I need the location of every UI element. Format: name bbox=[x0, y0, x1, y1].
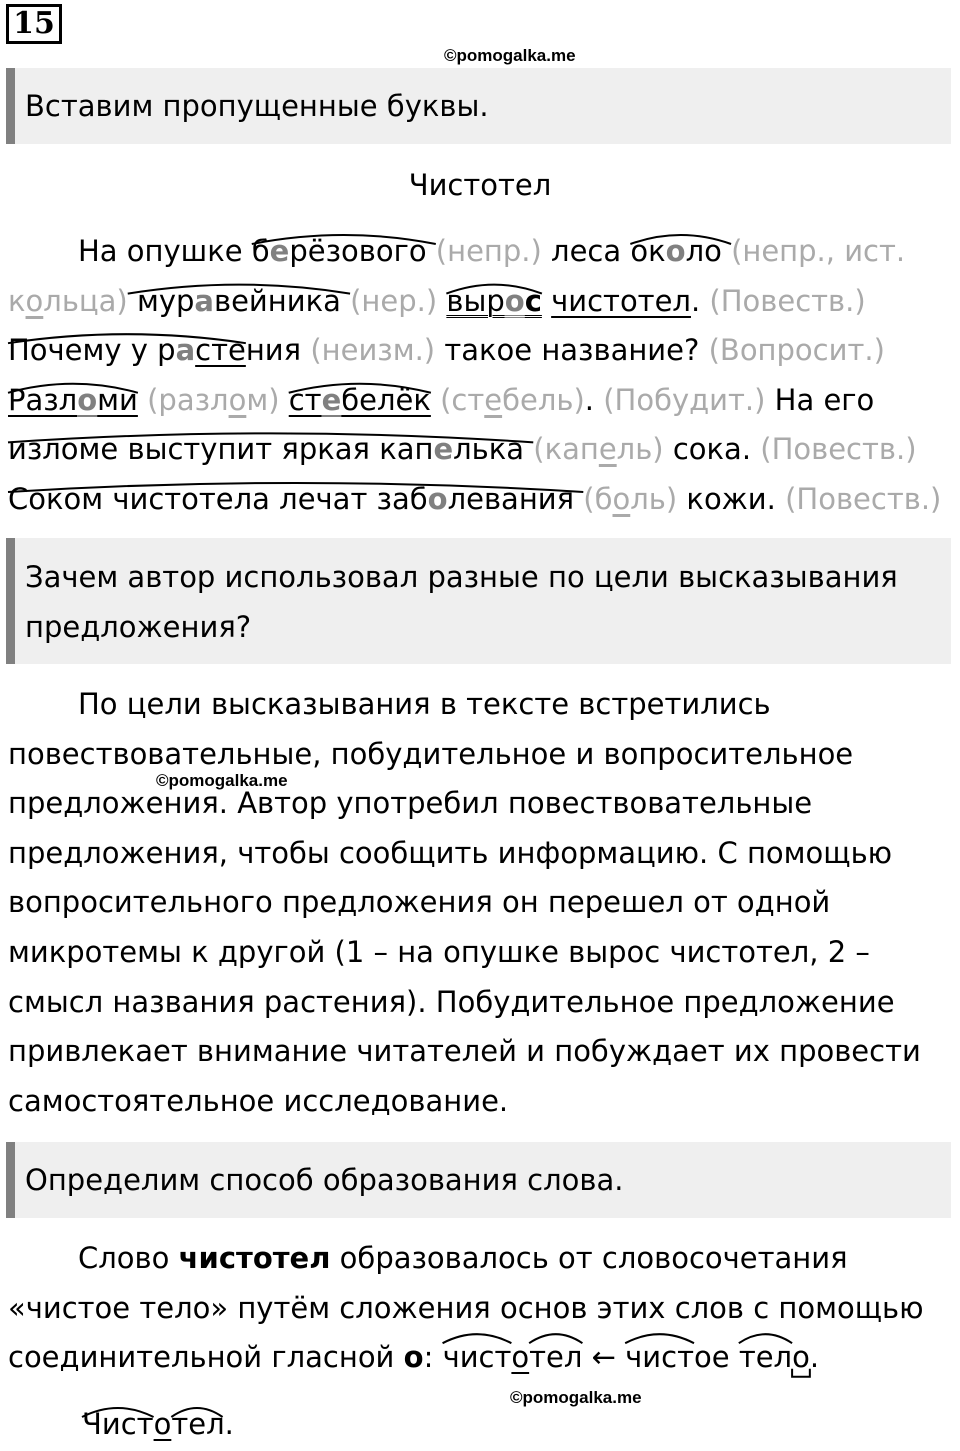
text-fragment: такое название? bbox=[435, 333, 709, 368]
task-number: 15 bbox=[6, 4, 62, 44]
text-fragment: о bbox=[665, 234, 686, 268]
grammar-note: (непр.) bbox=[435, 234, 542, 268]
answer-paragraph bbox=[8, 680, 953, 1126]
grammar-note: (непр., ист. bbox=[731, 234, 906, 268]
exercise-line bbox=[8, 475, 953, 525]
grammar-note: м) bbox=[246, 382, 280, 417]
formation-line: Слово чистотел образовалось от словосочетания bbox=[78, 1241, 848, 1275]
text-fragment: ст bbox=[288, 382, 322, 417]
text-fragment: кожи. bbox=[677, 481, 786, 516]
grammar-note: (кап bbox=[533, 432, 599, 467]
answer-line: самостоятельное исследование. bbox=[8, 1083, 509, 1118]
grammar-note: (ст bbox=[440, 382, 485, 417]
text-fragment bbox=[542, 284, 551, 318]
text-fragment: . bbox=[690, 283, 710, 318]
exercise-line bbox=[8, 376, 953, 426]
grammar-note: ль) bbox=[630, 481, 678, 516]
grammar-note: (б bbox=[583, 481, 613, 516]
grammar-note: о bbox=[612, 481, 631, 516]
text-fragment: . bbox=[584, 382, 604, 417]
text-fragment: сока. bbox=[663, 432, 761, 467]
root-stem: тел bbox=[738, 1340, 793, 1375]
text-fragment: б bbox=[251, 234, 270, 268]
text-fragment bbox=[138, 383, 147, 417]
answer-line: микротемы к другой (1 – на опушке вырос чистотел, 2 – bbox=[8, 934, 870, 969]
text-fragment: чистотел bbox=[551, 283, 691, 318]
exercise-line bbox=[8, 326, 953, 376]
connecting-vowel: о bbox=[511, 1340, 530, 1375]
text-fragment: с bbox=[524, 283, 542, 318]
answer-line: смысл названия растения). Побудительное предложение bbox=[8, 984, 895, 1019]
grammar-note: (Вопросит.) bbox=[708, 333, 885, 368]
grammar-note: (нер.) bbox=[350, 283, 438, 318]
answer-line: вопросительного предложения он перешел от одной bbox=[8, 885, 831, 920]
text-fragment: о bbox=[77, 382, 98, 417]
text-fragment: ми bbox=[97, 382, 138, 417]
grammar-note: (Повеств.) bbox=[785, 481, 942, 516]
grammar-note: ль) bbox=[616, 432, 664, 467]
text-fragment bbox=[431, 383, 440, 417]
watermark: ©pomogalka.me bbox=[510, 1388, 642, 1407]
text-fragment: я bbox=[283, 333, 311, 368]
grammar-note: к bbox=[8, 283, 26, 318]
section-heading-3: Определим способ образования слова. bbox=[6, 1142, 951, 1218]
text-fragment: леса bbox=[541, 234, 631, 268]
text-fragment: изломе выступит яркая кап bbox=[8, 432, 434, 467]
answer-line: повествовательные, побудительное и вопросительное bbox=[8, 736, 854, 771]
grammar-note: (Побудит.) bbox=[603, 382, 766, 417]
text-fragment: сте bbox=[195, 333, 246, 368]
text-fragment bbox=[437, 284, 446, 318]
text-fragment: лька bbox=[453, 432, 534, 467]
text-fragment: ни bbox=[245, 333, 284, 368]
key-word: чистотел bbox=[178, 1241, 331, 1275]
ending: о bbox=[792, 1340, 810, 1375]
heading-line: Зачем автор использовал разные по цели высказывания bbox=[25, 560, 898, 594]
text-fragment: а bbox=[175, 333, 196, 368]
formation-line: соединительной гласной о: чистотел ← чистое тело. bbox=[8, 1333, 953, 1383]
text-fragment: вейника bbox=[213, 283, 351, 318]
text-fragment: ок bbox=[630, 234, 666, 268]
text-fragment: о bbox=[504, 283, 525, 318]
text-fragment: выр bbox=[446, 283, 505, 318]
grammar-note: о bbox=[25, 283, 44, 318]
final-word: Чистотел. bbox=[82, 1407, 234, 1441]
answer-line: По цели высказывания в тексте встретились bbox=[78, 687, 771, 721]
heading-line: предложения? bbox=[25, 610, 252, 644]
answer-line: привлекает внимание читателей и побуждает их провести bbox=[8, 1034, 921, 1069]
grammar-note: (Повеств.) bbox=[760, 432, 917, 467]
text-fragment bbox=[280, 383, 289, 417]
text-fragment: Почему у р bbox=[8, 333, 176, 368]
root-stem: чист bbox=[442, 1340, 512, 1375]
text-fragment: мур bbox=[127, 283, 195, 318]
grammar-note: (Повеств.) bbox=[709, 283, 866, 318]
text-fragment: е bbox=[269, 234, 290, 268]
exercise-line bbox=[8, 425, 953, 475]
text-fragment: ло bbox=[685, 234, 732, 268]
text-fragment: Соком чистотела лечат заб bbox=[8, 481, 428, 516]
grammar-note: е bbox=[484, 382, 503, 417]
watermark: ©pomogalka.me bbox=[156, 771, 288, 790]
text-fragment: Разл bbox=[8, 382, 78, 417]
answer-line: предложения, чтобы сообщить информацию. С помощью bbox=[8, 835, 893, 870]
text-fragment: рёзового bbox=[289, 234, 436, 268]
grammar-note: о bbox=[228, 382, 247, 417]
exercise-line bbox=[8, 227, 953, 277]
root-stem: чист bbox=[625, 1340, 694, 1375]
text-fragment: На опушке bbox=[78, 234, 252, 268]
text-fragment: е bbox=[433, 432, 454, 467]
grammar-note: (неизм.) bbox=[310, 333, 436, 368]
section-heading-1: Вставим пропущенные буквы. bbox=[6, 68, 951, 144]
answer-line: предложения. Автор употребил повествовательные bbox=[8, 786, 813, 821]
grammar-note: льца) bbox=[43, 283, 128, 318]
grammar-note: е bbox=[598, 432, 617, 467]
section-heading-2 bbox=[6, 538, 951, 664]
text-fragment: о bbox=[427, 481, 448, 516]
word-formation-paragraph bbox=[8, 1234, 953, 1383]
root-stem: тел bbox=[529, 1340, 583, 1375]
text-fragment: е bbox=[321, 382, 342, 417]
text-title: Чистотел bbox=[408, 168, 552, 202]
text-fragment: левания bbox=[447, 481, 584, 516]
grammar-note: бель) bbox=[502, 382, 585, 417]
exercise-line bbox=[8, 277, 953, 327]
exercise-text bbox=[8, 227, 953, 525]
arrow-icon: ← bbox=[582, 1340, 626, 1375]
text-fragment: На его bbox=[765, 382, 875, 417]
formation-line: «чистое тело» путём сложения основ этих слов с помощью bbox=[8, 1290, 924, 1325]
text-fragment: белёк bbox=[341, 382, 431, 417]
watermark: ©pomogalka.me bbox=[444, 46, 576, 65]
text-fragment: а bbox=[194, 283, 214, 318]
grammar-note: (разл bbox=[147, 382, 229, 417]
